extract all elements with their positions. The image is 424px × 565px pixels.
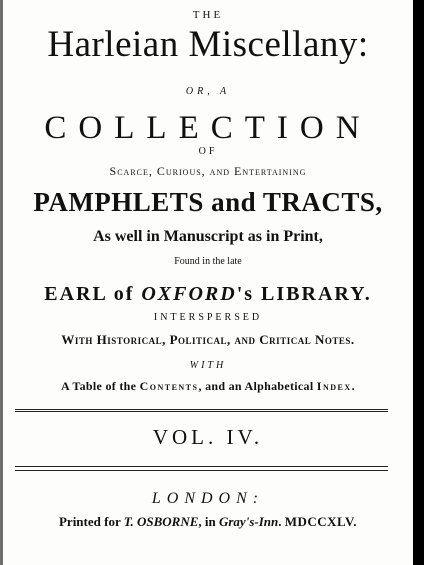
heading-collection: COLLECTION bbox=[44, 110, 372, 146]
subtitle-notes: With Historical, Political, and Critical Notes. bbox=[61, 332, 355, 347]
volume-label: VOL. IV. bbox=[152, 425, 264, 449]
heading-earl bbox=[3, 284, 413, 304]
bottom-rule-thin bbox=[15, 470, 388, 471]
subtitle-scarce: Scarce, Curious, and Entertaining bbox=[109, 164, 307, 178]
table-index: Index bbox=[316, 379, 352, 393]
subtitle-interspersed: INTERSPERSED bbox=[153, 312, 263, 323]
imprint-line bbox=[3, 515, 413, 528]
printed-prefix: Printed for bbox=[58, 514, 124, 529]
earl-prefix: EARL of bbox=[44, 283, 142, 305]
imprint-city: LONDON: bbox=[151, 490, 265, 507]
bottom-rule bbox=[15, 466, 388, 467]
subtitle-manuscript: As well in Manuscript as in Print, bbox=[93, 228, 323, 245]
subtitle-table bbox=[3, 380, 413, 392]
book-title: Harleian Miscellany: bbox=[47, 24, 369, 65]
subtitle-or-a: OR, A bbox=[185, 86, 231, 97]
subtitle-found: Found in the late bbox=[174, 256, 242, 267]
table-end: . bbox=[351, 379, 355, 393]
top-rule-thin bbox=[15, 411, 388, 412]
earl-suffix: 's LIBRARY. bbox=[236, 283, 372, 305]
heading-the: THE bbox=[192, 9, 224, 21]
printed-sep: . bbox=[278, 514, 285, 529]
top-rule bbox=[15, 409, 388, 410]
subtitle-of: OF bbox=[198, 146, 218, 157]
table-mid: , and an Alphabetical bbox=[198, 379, 317, 393]
printer-name: T. OSBORNE bbox=[123, 514, 199, 529]
earl-oxford: OXFORD bbox=[141, 283, 237, 305]
printed-mid: , in bbox=[198, 514, 219, 529]
printer-place: Gray's-Inn bbox=[218, 514, 279, 529]
subtitle-with: WITH bbox=[189, 360, 227, 371]
table-contents: Contents bbox=[139, 379, 199, 393]
heading-pamphlets: PAMPHLETS and TRACTS, bbox=[33, 187, 383, 217]
title-page bbox=[3, 0, 413, 565]
imprint-year: MDCCXLV. bbox=[284, 514, 357, 529]
table-prefix: A Table of the bbox=[61, 379, 140, 393]
